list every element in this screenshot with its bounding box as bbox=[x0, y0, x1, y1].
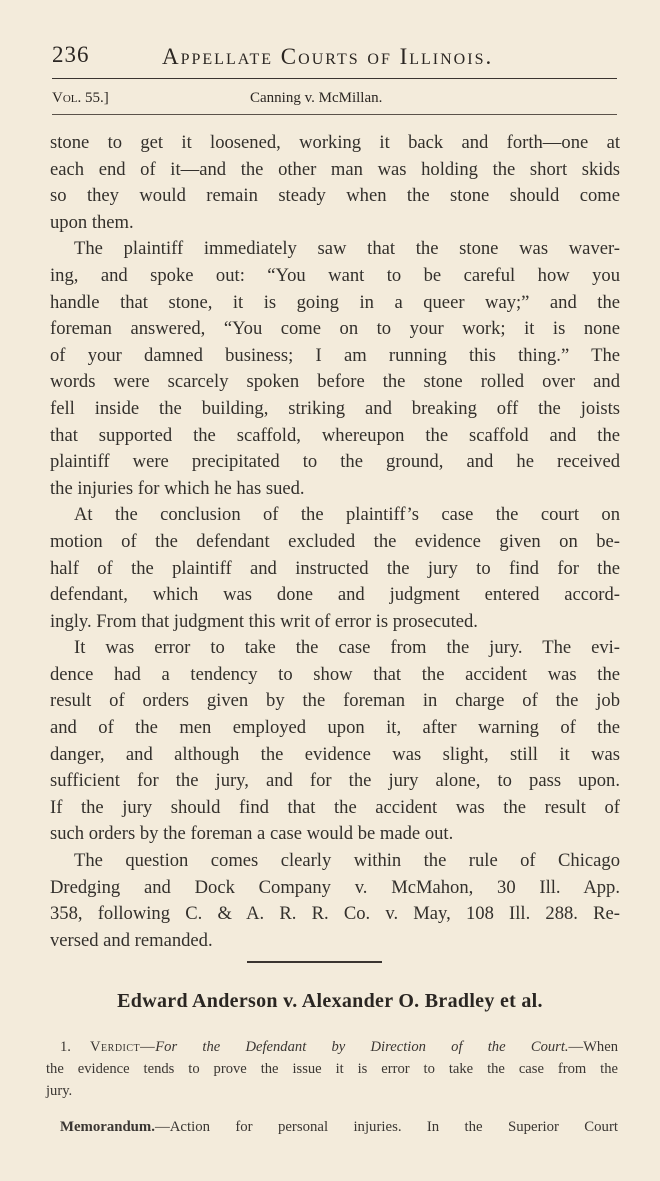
memorandum-label: Memorandum. bbox=[60, 1119, 155, 1135]
opinion-text bbox=[50, 130, 620, 954]
text-line: words were scarcely spoken before the stone rolled over and bbox=[50, 371, 620, 393]
text-line: foreman answered, “You come on to your work; it is none bbox=[50, 318, 620, 340]
text-line: and of the men employed upon it, after warning of the bbox=[50, 717, 620, 739]
text-line: It was error to take the case from the jury. The evi- bbox=[74, 637, 620, 659]
headnote-italic: For the Defendant by Direction of the Court. bbox=[155, 1039, 569, 1055]
text-line: motion of the defendant excluded the evidence given on be- bbox=[50, 530, 620, 552]
text-line: If the jury should find that the accident was the result of bbox=[50, 796, 620, 818]
text-line: the injuries for which he has sued. bbox=[50, 477, 305, 499]
running-title: Appellate Courts of Illinois. bbox=[162, 44, 494, 69]
text-line: of your damned business; I am running this thing.” The bbox=[50, 344, 620, 366]
text-line: danger, and although the evidence was slight, still it was bbox=[50, 743, 620, 765]
text-line: plaintiff were precipitated to the ground, and he received bbox=[50, 451, 620, 473]
text-line: half of the plaintiff and instructed the jury to find for the bbox=[50, 557, 620, 579]
text-line: result of orders given by the foreman in charge of the job bbox=[50, 690, 620, 712]
headnote-line: jury. bbox=[46, 1083, 73, 1099]
subheader-rule bbox=[52, 114, 617, 115]
headnote bbox=[46, 1036, 618, 1102]
text-line: ingly. From that judgment this writ of error is prosecuted. bbox=[50, 610, 478, 632]
text-line: that supported the scaffold, whereupon the scaffold and the bbox=[50, 424, 620, 446]
text-line: The plaintiff immediately saw that the stone was waver- bbox=[74, 238, 620, 260]
text-line: versed and remanded. bbox=[50, 929, 213, 951]
case-title: Edward Anderson v. Alexander O. Bradley et al. bbox=[117, 990, 543, 1012]
text-line: stone to get it loosened, working it back and forth—one at bbox=[50, 132, 620, 153]
volume-label: Vol. 55.] bbox=[52, 90, 109, 106]
text-line: sufficient for the jury, and for the jury alone, to pass upon. bbox=[50, 770, 620, 792]
headnote-line: the evidence tends to prove the issue it is error to take the case from the bbox=[46, 1061, 618, 1077]
headnote-text: —When bbox=[568, 1039, 618, 1055]
text-line: ing, and spoke out: “You want to be careful how you bbox=[50, 264, 620, 286]
headnote-number: 1. bbox=[60, 1039, 71, 1055]
page-number: 236 bbox=[52, 42, 90, 67]
memorandum bbox=[60, 1116, 618, 1138]
headnote-line bbox=[46, 1036, 618, 1058]
text-line: The question comes clearly within the rule of Chicago bbox=[74, 850, 620, 872]
text-line: 358, following C. & A. R. R. Co. v. May, 108 Ill. 288. Re- bbox=[50, 903, 620, 925]
text-line: At the conclusion of the plaintiff’s case the court on bbox=[74, 504, 620, 526]
memorandum-text: —Action for personal injuries. In the Superior Court bbox=[154, 1119, 618, 1135]
headnote-keyword: Verdict— bbox=[90, 1039, 156, 1055]
text-line: Dredging and Dock Company v. McMahon, 30 Ill. App. bbox=[50, 876, 620, 898]
text-line: fell inside the building, striking and breaking off the joists bbox=[50, 397, 620, 419]
section-divider bbox=[247, 961, 382, 963]
text-line: dence had a tendency to show that the accident was the bbox=[50, 663, 620, 685]
case-caption: Canning v. McMillan. bbox=[250, 90, 383, 106]
text-line: defendant, which was done and judgment entered accord- bbox=[50, 584, 620, 606]
text-line: such orders by the foreman a case would be made out. bbox=[50, 823, 454, 845]
text-line: handle that stone, it is going in a queer way;” and the bbox=[50, 291, 620, 313]
text-line: each end of it—and the other man was holding the short skids bbox=[50, 158, 620, 180]
header-rule bbox=[52, 78, 617, 79]
text-line: upon them. bbox=[50, 211, 134, 233]
text-line: so they would remain steady when the stone should come bbox=[50, 185, 620, 207]
